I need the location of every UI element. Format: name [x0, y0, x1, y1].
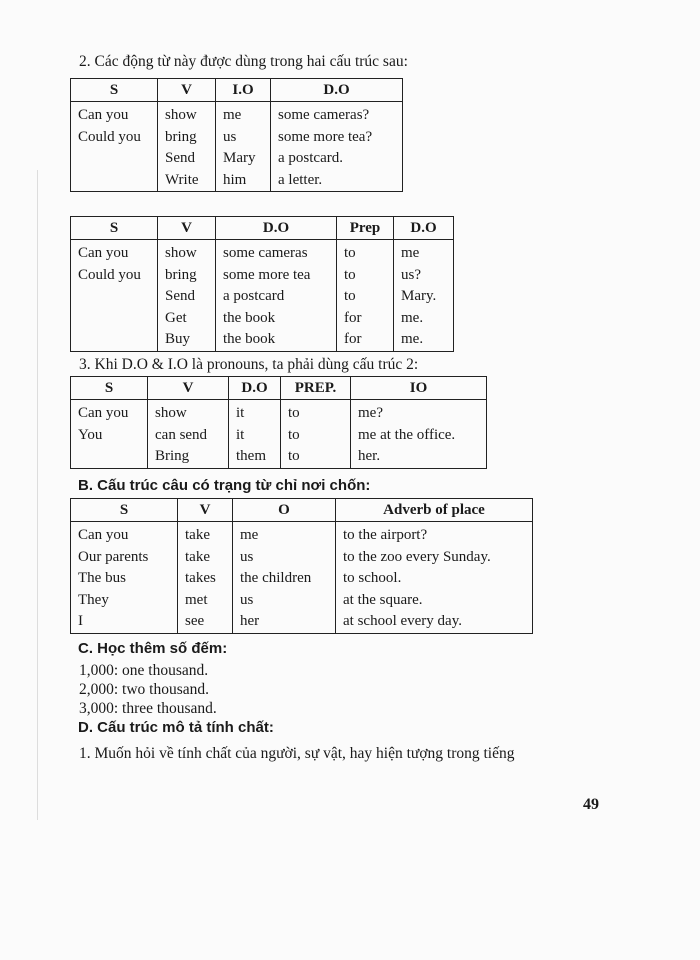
table-row	[71, 286, 454, 308]
column-header: S	[71, 79, 158, 102]
table-cell: They	[71, 590, 178, 612]
table-header-row	[71, 377, 487, 400]
table-cell: Can you	[71, 522, 178, 547]
column-header: I.O	[216, 79, 271, 102]
table-cell	[71, 170, 158, 192]
table-cell: her	[233, 611, 336, 633]
table-cell: to school.	[336, 568, 533, 590]
column-header: S	[71, 499, 178, 522]
table-cell: us	[233, 547, 336, 569]
table-cell	[71, 308, 158, 330]
column-header: V	[178, 499, 233, 522]
column-header: PREP.	[281, 377, 351, 400]
table-cell: the book	[216, 329, 337, 351]
number-line-2: 2,000: two thousand.	[79, 681, 210, 698]
table-cell: can send	[148, 425, 229, 447]
section-d-heading: D. Cấu trúc mô tả tính chất:	[78, 719, 274, 736]
table-cell: some more tea?	[271, 127, 403, 149]
table-cell: I	[71, 611, 178, 633]
table-cell: for	[337, 329, 394, 351]
table-row	[71, 127, 403, 149]
table-cell: me	[394, 240, 454, 265]
table-cell: bring	[158, 265, 216, 287]
table-cell: us	[233, 590, 336, 612]
table-cell: Send	[158, 148, 216, 170]
table-cell: them	[229, 446, 281, 468]
column-header: S	[71, 217, 158, 240]
table-cell: a letter.	[271, 170, 403, 192]
table-cell: to the airport?	[336, 522, 533, 547]
table-row	[71, 102, 403, 127]
table-row	[71, 568, 533, 590]
table-cell: Mary.	[394, 286, 454, 308]
table-cell: Buy	[158, 329, 216, 351]
table-cell: Can you	[71, 102, 158, 127]
table-cell: take	[178, 522, 233, 547]
table-cell: show	[158, 102, 216, 127]
table-cell	[71, 446, 148, 468]
section-2-heading: 2. Các động từ này được dùng trong hai cấu trúc sau:	[79, 53, 408, 70]
table-cell: us	[216, 127, 271, 149]
table-cell: to	[281, 446, 351, 468]
table-cell: Bring	[148, 446, 229, 468]
table-row	[71, 265, 454, 287]
table-header-row	[71, 79, 403, 102]
table-cell: some more tea	[216, 265, 337, 287]
page-number: 49	[583, 796, 599, 813]
column-header: V	[148, 377, 229, 400]
column-header: V	[158, 217, 216, 240]
scan-margin-line	[37, 170, 38, 820]
table-cell: a postcard	[216, 286, 337, 308]
table-cell: me?	[351, 400, 487, 425]
table-cell	[71, 148, 158, 170]
section-d-line-1: 1. Muốn hỏi về tính chất của người, sự vật, hay hiện tượng trong tiếng	[79, 745, 515, 762]
table-cell: at school every day.	[336, 611, 533, 633]
table-cell: You	[71, 425, 148, 447]
table-header-row	[71, 217, 454, 240]
table-cell: Get	[158, 308, 216, 330]
table-cell: her.	[351, 446, 487, 468]
table-cell: to	[337, 265, 394, 287]
table-cell: take	[178, 547, 233, 569]
column-header: S	[71, 377, 148, 400]
number-line-3: 3,000: three thousand.	[79, 700, 217, 717]
table-cell: me	[216, 102, 271, 127]
table-row	[71, 590, 533, 612]
table-cell: it	[229, 425, 281, 447]
table-row	[71, 400, 487, 425]
table-cell: to	[281, 400, 351, 425]
section-c-heading: C. Học thêm số đếm:	[78, 640, 228, 657]
table-cell: Can you	[71, 240, 158, 265]
table-cell: at the square.	[336, 590, 533, 612]
table-cell: it	[229, 400, 281, 425]
table-cell: some cameras?	[271, 102, 403, 127]
table-cell: Write	[158, 170, 216, 192]
table-row	[71, 308, 454, 330]
table-cell: bring	[158, 127, 216, 149]
table-cell: me.	[394, 308, 454, 330]
table-header-row	[71, 499, 533, 522]
table-cell: show	[148, 400, 229, 425]
table-cell: see	[178, 611, 233, 633]
table-cell: show	[158, 240, 216, 265]
table-cell: met	[178, 590, 233, 612]
table-row	[71, 611, 533, 633]
table-cell	[71, 329, 158, 351]
table-cell: Can you	[71, 400, 148, 425]
column-header: D.O	[216, 217, 337, 240]
table-cell: Send	[158, 286, 216, 308]
table-row	[71, 329, 454, 351]
table-row	[71, 446, 487, 468]
table-cell: us?	[394, 265, 454, 287]
table-cell: a postcard.	[271, 148, 403, 170]
table-structure-1	[70, 78, 403, 192]
column-header: D.O	[394, 217, 454, 240]
table-cell: The bus	[71, 568, 178, 590]
table-row	[71, 547, 533, 569]
table-cell: him	[216, 170, 271, 192]
table-cell: the children	[233, 568, 336, 590]
column-header: Adverb of place	[336, 499, 533, 522]
table-structure-2	[70, 216, 454, 352]
table-row	[71, 148, 403, 170]
table-cell: Our parents	[71, 547, 178, 569]
table-cell: to the zoo every Sunday.	[336, 547, 533, 569]
table-cell: me.	[394, 329, 454, 351]
table-cell: me	[233, 522, 336, 547]
section-3-heading: 3. Khi D.O & I.O là pronouns, ta phải dùng cấu trúc 2:	[79, 356, 419, 373]
table-adverb-of-place	[70, 498, 533, 634]
table-cell: some cameras	[216, 240, 337, 265]
table-row	[71, 170, 403, 192]
table-cell: Mary	[216, 148, 271, 170]
column-header: D.O	[271, 79, 403, 102]
table-cell: for	[337, 308, 394, 330]
table-cell: Could you	[71, 265, 158, 287]
table-row	[71, 240, 454, 265]
table-cell: to	[337, 286, 394, 308]
column-header: D.O	[229, 377, 281, 400]
section-b-heading: B. Cấu trúc câu có trạng từ chỉ nơi chốn:	[78, 477, 371, 494]
table-cell: Could you	[71, 127, 158, 149]
table-pronouns	[70, 376, 487, 469]
column-header: V	[158, 79, 216, 102]
column-header: Prep	[337, 217, 394, 240]
table-row	[71, 425, 487, 447]
table-cell: the book	[216, 308, 337, 330]
table-cell: to	[281, 425, 351, 447]
table-cell	[71, 286, 158, 308]
table-cell: to	[337, 240, 394, 265]
number-line-1: 1,000: one thousand.	[79, 662, 209, 679]
table-cell: me at the office.	[351, 425, 487, 447]
table-row	[71, 522, 533, 547]
table-cell: takes	[178, 568, 233, 590]
column-header: O	[233, 499, 336, 522]
column-header: IO	[351, 377, 487, 400]
